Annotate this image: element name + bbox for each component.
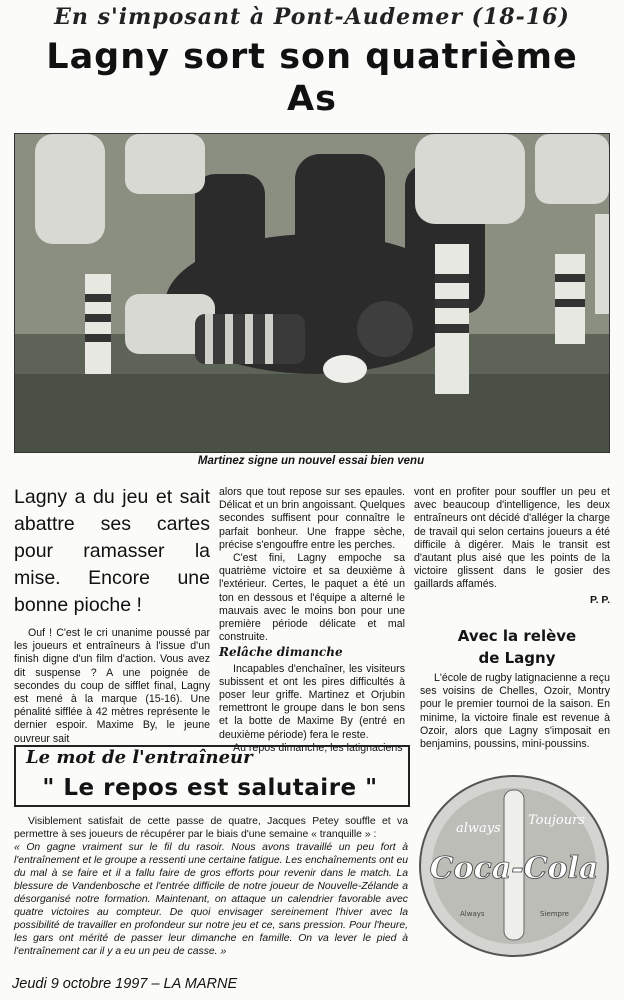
sidebar-text xyxy=(420,672,610,751)
coca-cola-ad xyxy=(416,770,612,960)
ad-brand: Coca-Cola xyxy=(429,851,599,886)
sidebar-title-line-2: de Lagny xyxy=(478,649,556,667)
paragraph: Incapables d'enchaîner, les visiteurs subissent et ont les pires difficultés à poser leur griffe. Martinez et Orjubin remettront le groupe dans le bon sens et la botte de Maxime By (entré en deuxième période) fera le reste. xyxy=(219,662,405,741)
headline-line-1: Lagny sort son quatrième xyxy=(46,37,578,77)
article-column-3 xyxy=(414,486,610,607)
ad-small-left: Always xyxy=(460,910,485,918)
headline-line-2: As xyxy=(287,79,337,119)
article-kicker: En s'imposant à Pont-Audemer (18-16) xyxy=(54,4,570,30)
article-column-1 xyxy=(14,627,210,746)
ad-tag-left: always xyxy=(456,821,501,836)
photo-illustration xyxy=(15,134,609,452)
paragraph: Ouf ! C'est le cri unanime poussé par les joueurs et entraîneurs à l'issue d'un finish digne d'un film d'action. Vous avez dit suspense ? A une poignée de secondes du coup de sifflet final, Lagny est mené à la marque (15-16). Une pénalité sifflée à 42 mètres représente le dernier espoir. Maxime By, le jeune ouvreur sait xyxy=(14,627,210,745)
rugby-scrum-photo xyxy=(14,133,610,453)
paragraph: Au repos dimanche, les latignaciens xyxy=(233,741,403,754)
coach-kicker: Le mot de l'entraîneur xyxy=(26,747,253,768)
photo-caption: Martinez signe un nouvel essai bien venu xyxy=(197,455,425,467)
paragraph: alors que tout repose sur ses epaules. Délicat et un brin angoissant. Quelques secondes suffisent pour connaître le parfait bonheur. Une frappe sèche, précise s'engouffre entre les perches. xyxy=(219,486,405,551)
sidebar-title-line-1: Avec la relève xyxy=(457,627,577,645)
coach-text xyxy=(14,815,408,958)
page-dateline: Jeudi 9 octobre 1997 – LA MARNE xyxy=(12,976,238,992)
ad-tag-right: Toujours xyxy=(528,813,585,828)
sidebar-title xyxy=(424,625,610,669)
article-headline xyxy=(10,36,614,120)
article-lead: Lagny a du jeu et sait abattre ses cartes pour ramasser la mise. Encore une bonne pioche ! xyxy=(14,486,210,616)
article-column-2 xyxy=(219,486,405,755)
coca-cola-logo xyxy=(416,770,612,960)
paragraph: vont en profiter pour souffler un peu et avec beaucoup d'intelligence, les deux entraîneurs ont décidé d'alléger la charge de travail qui selon certains joueurs a été difficile à digérer. Mais le transit est d'autant plus aisé que les points de la victoire glissent dans le gosier des gaillards affamés. xyxy=(414,486,610,591)
coach-title: " Le repos est salutaire " xyxy=(42,775,378,801)
section-subhead: Relâche dimanche xyxy=(219,645,343,660)
paragraph: Visiblement satisfait de cette passe de quatre, Jacques Petey souffle et va permettre à ses joueurs de récupérer par le biais d'une semaine « tranquille » : xyxy=(14,816,408,840)
coach-quote: « On gagne vraiment sur le fil du rasoir. Nous avons travaillé un peu fort à l'entraînement et le groupe a ressenti une certaine fatigue. Les enchaînements ont eu du mal à se faire et il a fallu faire de gros efforts pour revenir dans le match. La blessure de Vandenbosche et l'entrée difficile de notre joueur de Nouvelle-Zélande a désorganisé notre formation. Maintenant, on attaque un calendrier favorable avec quatre victoires au compteur. De quoi envisager sereinement l'hiver avec la possibilité de travailler en profondeur sur notre jeu et ce, sans pression. Pour l'heure, les gars ont mérité de passer leur dimanche en famille. On va lever le pied à l'entraînement car il y a eu un peu de casse. » xyxy=(14,842,408,957)
paragraph: C'est fini, Lagny empoche sa quatrième victoire et sa deuxième à l'extérieur. Certes, le paquet a été un ton en dessous et l'équipe a alterné le mauvais avec le moins bon pour une première période délicate et mal construite. xyxy=(219,552,405,644)
author-signature: P. P. xyxy=(589,593,610,606)
ad-small-right: Siempre xyxy=(540,910,569,918)
paragraph: L'école de rugby latignacienne a reçu ses voisins de Chelles, Ozoir, Montry pour le premier tournoi de la saison. En minime, la victoire finale est revenue à Ozoir, alors que Lagny s'imposait en benjamins, poussins, mini-poussins. xyxy=(420,672,610,751)
